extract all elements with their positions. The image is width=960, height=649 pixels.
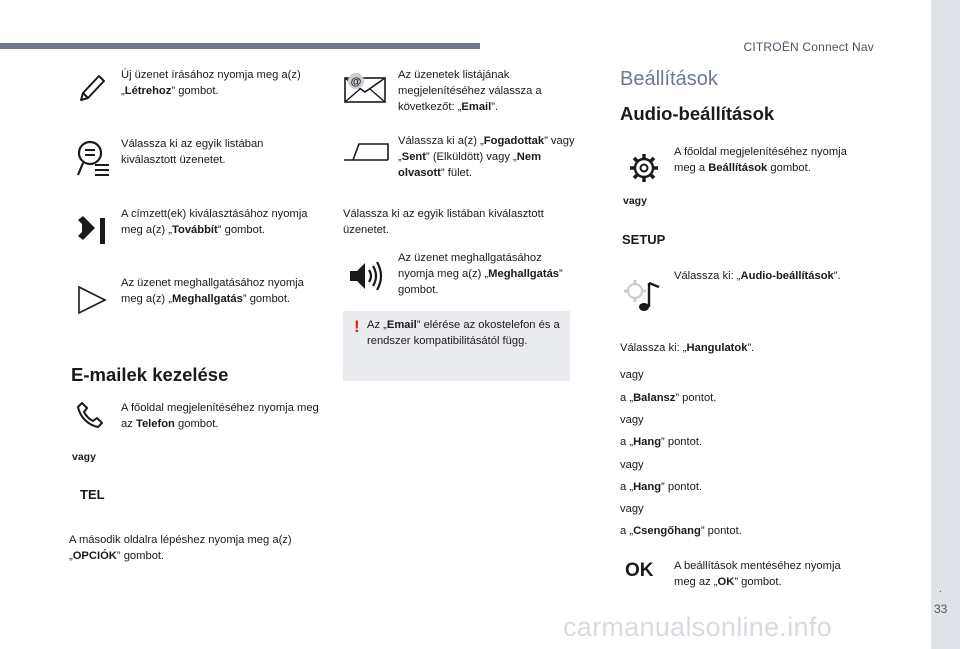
tel-label: TEL (80, 487, 105, 502)
play-icon (77, 285, 107, 320)
vagy-label: vagy (72, 451, 96, 463)
page-title: Beállítások (620, 68, 718, 90)
forward-text: A címzett(ek) kiválasztásához nyomja meg a(z) „Továbbít” gombot. (121, 208, 308, 236)
svg-text:@: @ (350, 76, 362, 88)
message-list-icon (73, 139, 111, 184)
listen-email-text: Az üzenet meghallgatásához nyomja meg a(z) „Meghallgatás” gombot. (398, 252, 563, 296)
section-title-audio: Audio-beállítások (620, 103, 775, 124)
page-number: 33 (934, 602, 948, 616)
speaker-icon (348, 260, 384, 297)
header-rule (0, 43, 480, 49)
header-title: CITROËN Connect Nav (743, 40, 874, 54)
phone-home-text: A főoldal megjelenítéséhez nyomja meg az Telefon gombot. (121, 402, 319, 430)
create-message-text: Új üzenet írásához nyomja meg a(z) „Létrehoz” gombot. (121, 69, 301, 97)
tab-folder-icon (343, 142, 389, 167)
page-side-tab (931, 0, 960, 649)
warning-icon: ! (354, 317, 360, 336)
folder-tabs-text: Válassza ki a(z) „Fogadottak” vagy „Sent” (Elküldött) vagy „Nem olvasott” fület. (398, 135, 575, 179)
option-balansz: a „Balansz” pontot. (620, 392, 717, 404)
page-dot: . (939, 584, 942, 595)
section-title-email: E-mailek kezelése (71, 364, 229, 385)
settings-home-text: A főoldal megjelenítéséhez nyomja meg a Beállítások gombot. (674, 146, 847, 174)
option-csengohang: a „Csengőhang” pontot. (620, 525, 742, 537)
options-text: A második oldalra lépéshez nyomja meg a(z) „OPCIÓK” gombot. (69, 534, 292, 562)
select-email-text: Válassza ki az egyik listában kiválasztott üzenetet. (343, 208, 544, 236)
listen-text: Az üzenet meghallgatásához nyomja meg a(z) „Meghallgatás” gombot. (121, 277, 304, 305)
note-text: Az „Email” elérése az okostelefon és a rendszer kompatibilitásától függ. (367, 319, 560, 347)
phone-handset-icon (77, 400, 105, 433)
audio-settings-text: Válassza ki: „Audio-beállítások”. (674, 270, 841, 282)
option-hangulatok: Válassza ki: „Hangulatok”. (620, 342, 755, 354)
vagy-text: vagy (620, 503, 644, 515)
option-hang-2: a „Hang” pontot. (620, 481, 703, 493)
watermark: carmanualsonline.info (563, 612, 832, 642)
vagy-text: vagy (620, 414, 644, 426)
select-message-text: Válassza ki az egyik listában kiválasztott üzenetet. (121, 138, 264, 166)
gear-icon (629, 153, 659, 188)
vagy-label: vagy (623, 195, 647, 207)
audio-settings-icon (622, 278, 662, 319)
pencil-icon (77, 72, 107, 109)
option-hang-1: a „Hang” pontot. (620, 436, 703, 448)
vagy-text: vagy (620, 459, 644, 471)
email-list-text: Az üzenetek listájának megjelenítéséhez válassza a következőt: „Email”. (398, 69, 542, 113)
setup-label: SETUP (622, 232, 666, 247)
email-icon (344, 72, 386, 109)
save-settings-text: A beállítások mentéséhez nyomja meg az „OK” gombot. (674, 560, 841, 588)
vagy-text: vagy (620, 369, 644, 381)
forward-icon (76, 216, 108, 251)
ok-button-label: OK (625, 560, 654, 581)
